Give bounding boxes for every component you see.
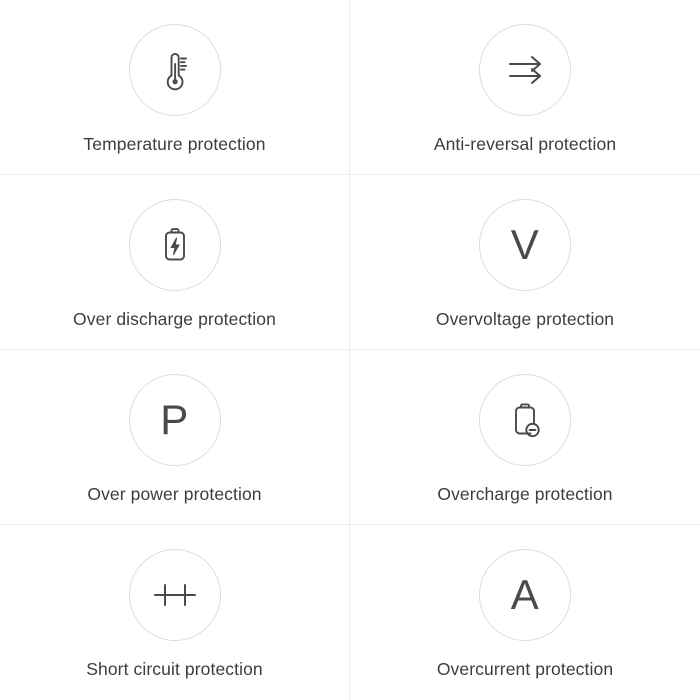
feature-label: Anti-reversal protection xyxy=(433,133,617,154)
letter-a-icon: A xyxy=(510,571,540,618)
icon-circle xyxy=(129,199,221,291)
feature-cell-overcurrent-protection xyxy=(350,525,700,700)
resistor-circuit-icon xyxy=(147,567,203,623)
icon-circle xyxy=(479,24,571,116)
feature-label: Short circuit protection xyxy=(86,659,263,679)
feature-label: Overcharge protection xyxy=(437,483,613,504)
icon-circle xyxy=(129,374,221,466)
icon-circle xyxy=(129,24,221,116)
feature-label: Over discharge protection xyxy=(73,308,276,329)
icon-circle xyxy=(129,549,221,641)
battery-bolt-icon xyxy=(150,220,200,270)
feature-cell-over-discharge-protection xyxy=(0,175,350,350)
battery-minus-icon xyxy=(500,395,550,445)
feature-cell-temperature-protection xyxy=(0,0,350,175)
icon-circle xyxy=(479,374,571,466)
feature-cell-short-circuit-protection xyxy=(0,525,350,700)
feature-cell-overvoltage-protection xyxy=(350,175,700,350)
feature-cell-over-power-protection xyxy=(0,350,350,525)
icon-circle xyxy=(479,199,571,291)
arrows-reverse-icon xyxy=(498,43,552,97)
feature-label: Temperature protection xyxy=(83,133,266,154)
thermometer-icon xyxy=(150,45,200,95)
feature-label: Overvoltage protection xyxy=(435,308,615,329)
icon-circle xyxy=(479,549,571,641)
letter-p-icon: P xyxy=(160,395,189,443)
feature-cell-anti-reversal-protection xyxy=(350,0,700,175)
letter-v-icon: V xyxy=(510,220,540,268)
feature-cell-overcharge-protection xyxy=(350,350,700,525)
feature-label: Over power protection xyxy=(87,483,262,504)
feature-label: Overcurrent protection xyxy=(436,659,614,679)
